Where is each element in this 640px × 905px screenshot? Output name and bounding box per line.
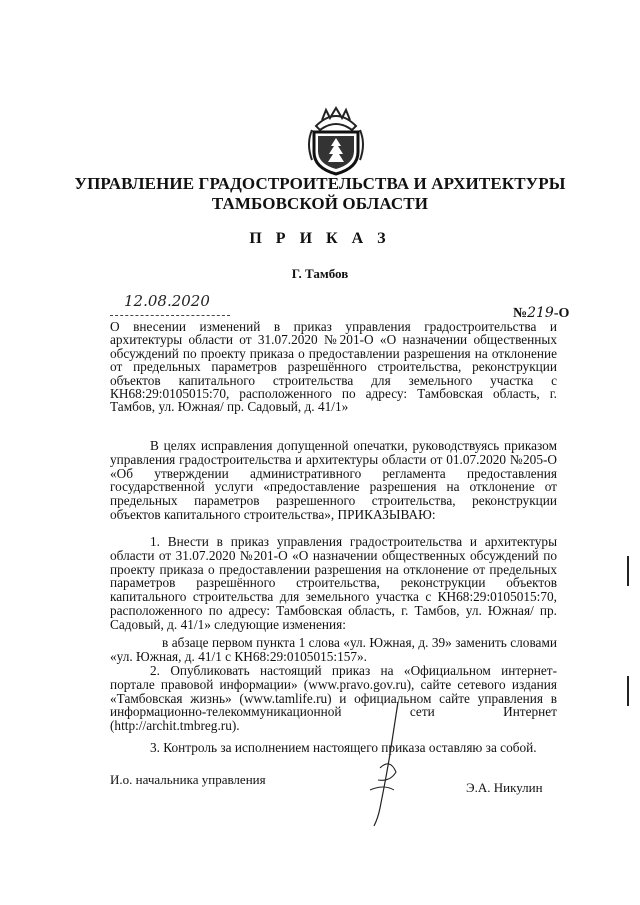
item-2-paragraph: 2. Опубликовать настоящий приказ на «Официальном интернет-портале правовой информации» (www.pravo.gov.ru), сайте сетевого издания «Тамбовская жизнь» (www.tamlife.ru) и официальном сайте управления в информационно-телекоммуникационной сети Интернет (http://archit.tmbreg.ru). <box>110 663 557 734</box>
signatory-name: Э.А. Никулин <box>466 780 543 795</box>
date-underline <box>110 315 230 316</box>
city-label: Г. Тамбов <box>291 266 349 281</box>
scan-edge-mark <box>626 556 630 706</box>
organization-name <box>0 174 640 214</box>
organization-line-2: ТАМБОВСКОЙ ОБЛАСТИ <box>211 194 429 213</box>
item-1-change-paragraph: в абзаце первом пункта 1 слова «ул. Южная, д. 39» заменить словами «ул. Южная, д. 41/1 с КН68:29:0105015:157». <box>110 635 557 664</box>
organization-line-1: УПРАВЛЕНИЕ ГРАДОСТРОИТЕЛЬСТВА И АРХИТЕКТУРЫ <box>74 174 566 193</box>
handwritten-number: 219 <box>527 305 554 321</box>
signatory-position: И.о. начальника управления <box>110 772 266 787</box>
handwritten-signature <box>350 698 420 828</box>
item-3-paragraph: 3. Контроль за исполнением настоящего приказа оставляю за собой. <box>150 740 537 755</box>
document-type-title: П Р И К А З <box>249 230 391 247</box>
item-1-paragraph: 1. Внести в приказ управления градостроительства и архитектуры области от 31.07.2020 №201-О «О назначении общественных обсуждений по проекту приказа о предоставлении разрешения на отклонение от предельных параметров разрешённого строительства, реконструкции объектов капитального строительства для земельного участка с КН68:29:0105015:70, расположенного по адресу: Тамбовская область, г. Тамбов, ул. Южная/ пр. Садовый, д. 41/1» следующие изменения: <box>110 534 557 632</box>
preamble-paragraph: В целях исправления допущенной опечатки, руководствуясь приказом управления градостроительства и архитектуры области от 01.07.2020 №205-О «Об утверждении административного регламента предоставления государственной услуги «предоставление разрешения на отклонение от предельных параметров разрешенного строительства, реконструкции объектов капитального строительства», ПРИКАЗЫВАЮ: <box>110 438 557 522</box>
number-suffix: -О <box>553 306 570 321</box>
number-prefix: № <box>513 306 528 321</box>
tambov-coat-of-arms-icon <box>302 104 370 176</box>
document-subject: О внесении изменений в приказ управления градостроительства и архитектуры области от 31.07.2020 №201-О «О назначении общественных обсуждений по проекту приказа о предоставлении разрешения на отклонение от предельных параметров разрешённого строительства, реконструкции объектов капитального строительства для земельного участка с КН68:29:0105015:70, расположенного по адресу: Тамбовская область, г. Тамбов, ул. Южная/ пр. Садовый, д. 41/1» <box>110 319 557 415</box>
handwritten-date: 12.08.2020 <box>124 292 210 310</box>
